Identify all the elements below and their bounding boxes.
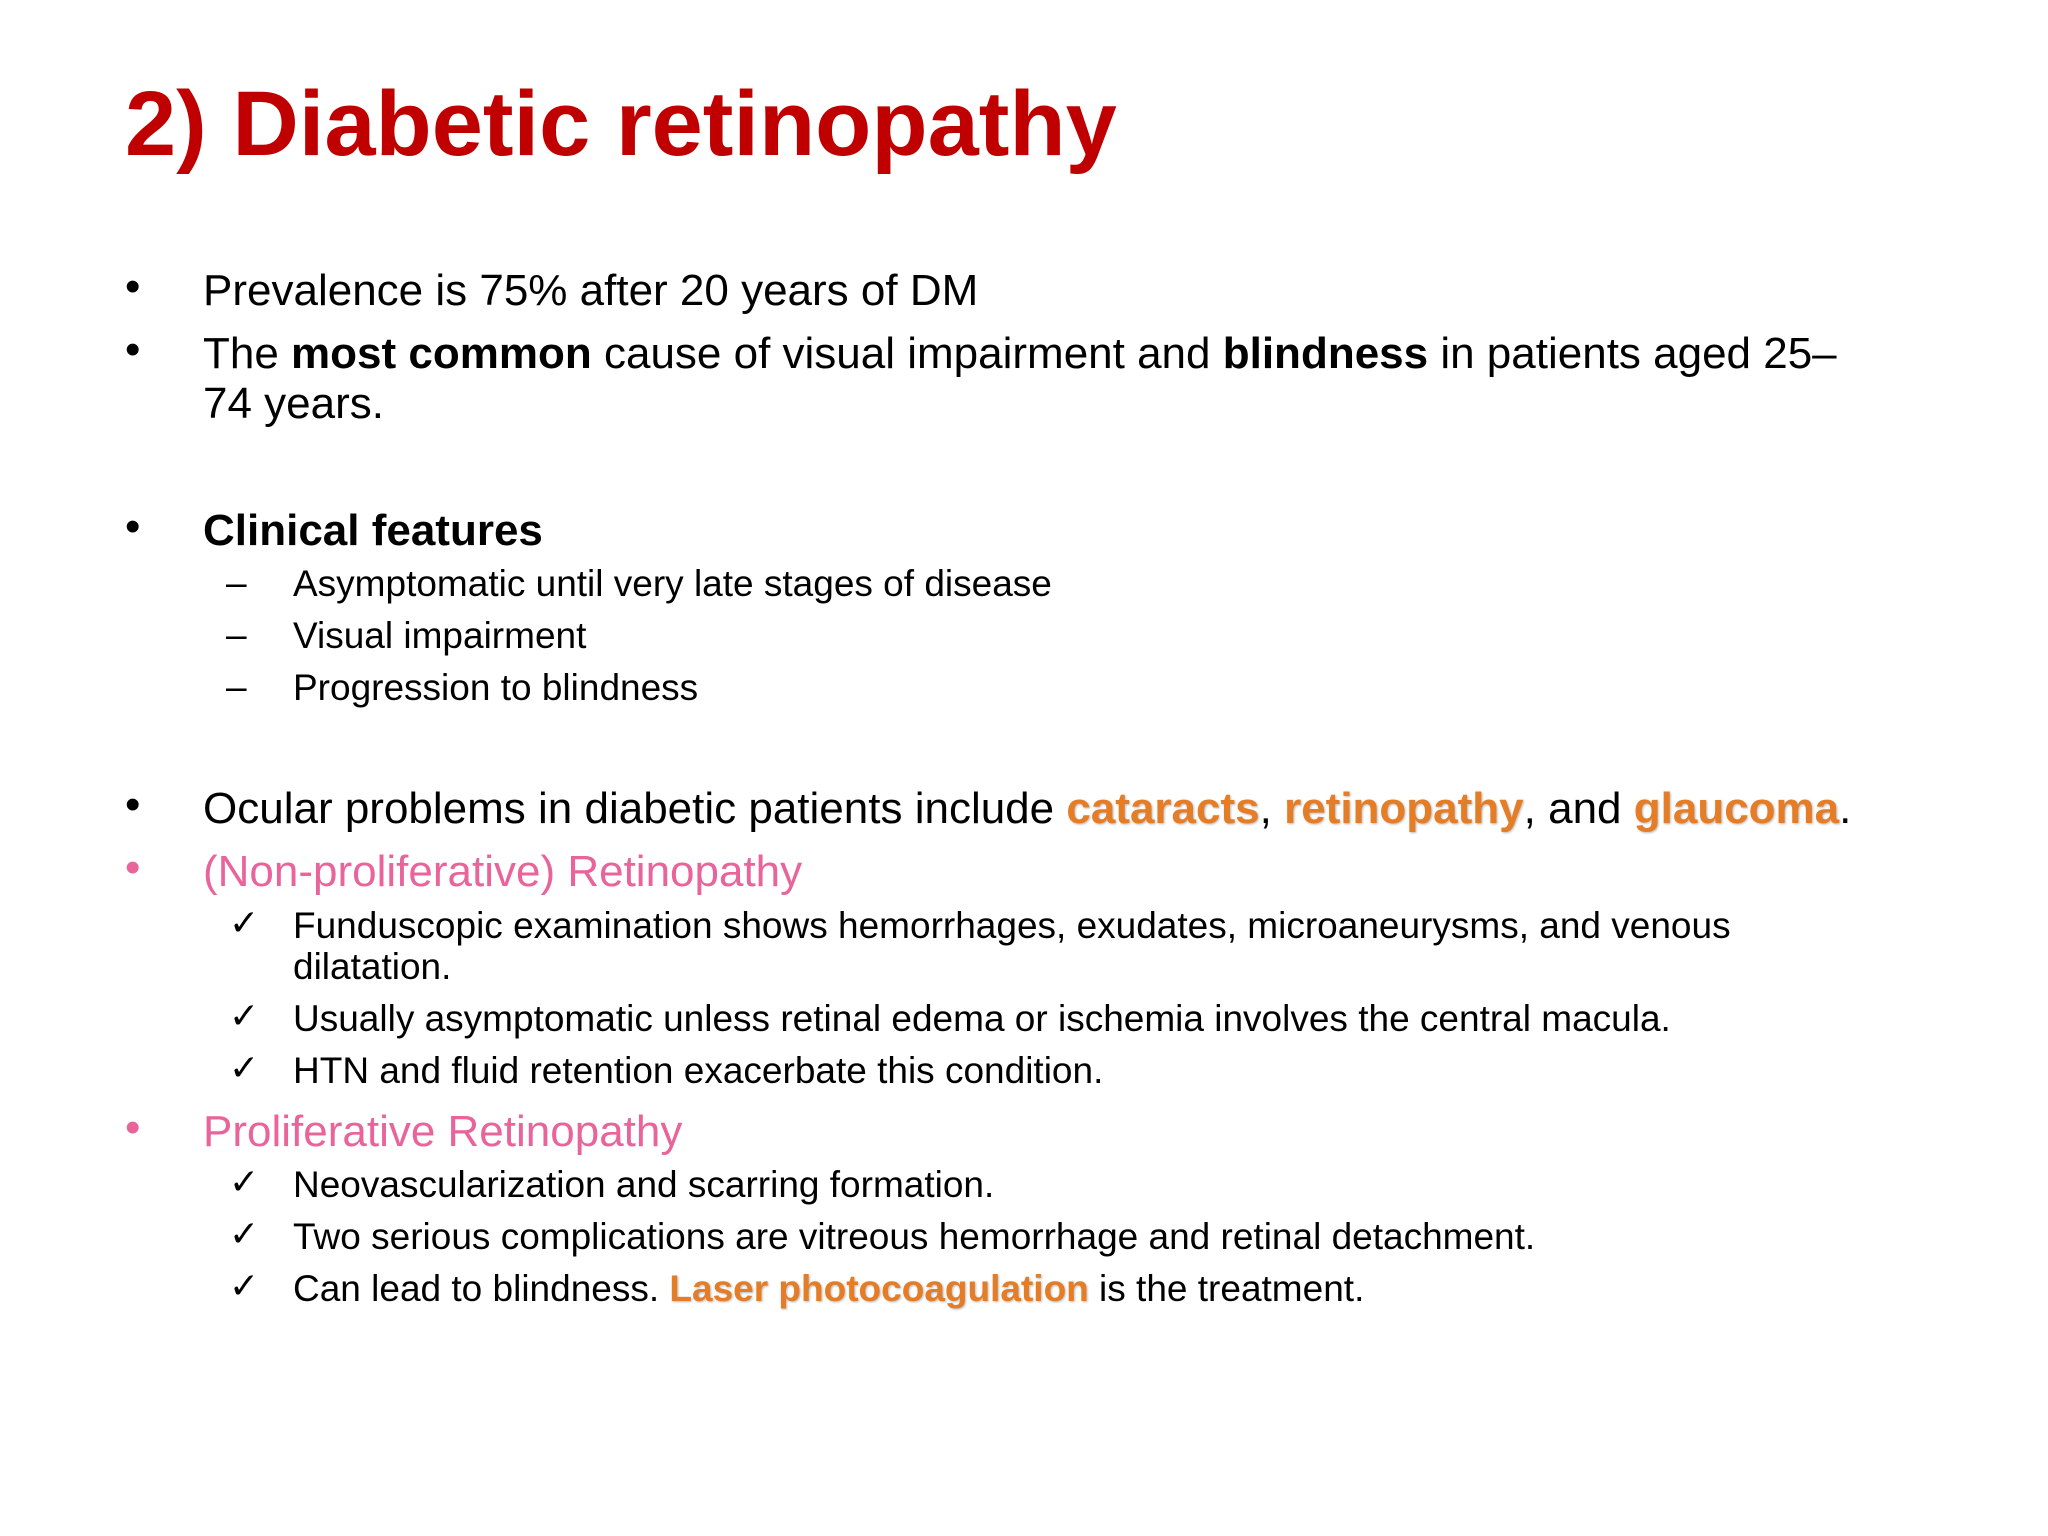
highlight-retinopathy: retinopathy: [1284, 784, 1524, 833]
check-icon: ✓: [229, 903, 260, 944]
bullet-marker: •: [125, 262, 141, 311]
bullet-marker: •: [125, 1103, 141, 1152]
text: is the treatment.: [1088, 1268, 1365, 1309]
check-icon: ✓: [229, 1162, 260, 1203]
text: in patients aged 25–: [1428, 329, 1837, 378]
dash-marker: –: [226, 666, 247, 707]
check-icon: ✓: [229, 1048, 260, 1089]
clinical-item: Progression to blindness: [293, 667, 699, 708]
text: The: [203, 329, 292, 378]
bullet-marker: •: [125, 843, 141, 892]
dash-marker: –: [226, 614, 247, 655]
text: cause of visual impairment and: [591, 329, 1223, 378]
clinical-features-heading: Clinical features: [203, 506, 543, 555]
prolif-item-3: [293, 1268, 1364, 1310]
nonprolif-item-3: HTN and fluid retention exacerbate this condition.: [293, 1050, 1104, 1091]
clinical-item: Asymptomatic until very late stages of disease: [293, 563, 1052, 604]
slide-title: 2) Diabetic retinopathy: [125, 73, 1117, 175]
prolif-item-1: Neovascularization and scarring formation.: [293, 1164, 995, 1205]
bullet-most-common: [203, 328, 1837, 380]
check-icon: ✓: [229, 1214, 260, 1255]
check-icon: ✓: [229, 1266, 260, 1307]
nonproliferative-heading: (Non-proliferative) Retinopathy: [203, 847, 803, 896]
highlight-glaucoma: glaucoma: [1633, 784, 1840, 833]
text: .: [1839, 784, 1852, 833]
nonprolif-item-2: Usually asymptomatic unless retinal edema or ischemia involves the central macula.: [293, 998, 1671, 1039]
dash-marker: –: [226, 562, 247, 603]
nonprolif-item-1: Funduscopic examination shows hemorrhages, exudates, microaneurysms, and venous: [293, 905, 1731, 946]
clinical-item: Visual impairment: [293, 615, 587, 656]
highlight-cataracts: cataracts: [1066, 784, 1260, 833]
text: ,: [1259, 784, 1285, 833]
highlight-laser-photocoagulation: Laser photocoagulation: [669, 1268, 1089, 1309]
proliferative-heading: Proliferative Retinopathy: [203, 1107, 683, 1156]
bullet-ocular-problems: [203, 783, 1851, 835]
bullet-marker: •: [125, 502, 141, 551]
check-icon: ✓: [229, 996, 260, 1037]
bullet-marker: •: [125, 325, 141, 374]
prolif-item-2: Two serious complications are vitreous hemorrhage and retinal detachment.: [293, 1216, 1536, 1257]
nonprolif-item-1-line2: dilatation.: [293, 946, 452, 987]
text: Can lead to blindness.: [293, 1268, 670, 1309]
text: Ocular problems in diabetic patients include: [203, 784, 1067, 833]
bullet-prevalence: Prevalence is 75% after 20 years of DM: [203, 266, 979, 315]
text: , and: [1523, 784, 1634, 833]
bullet-marker: •: [125, 780, 141, 829]
bold-text: most common: [291, 329, 592, 378]
bold-text: blindness: [1222, 329, 1429, 378]
bullet-most-common-line2: 74 years.: [203, 379, 384, 428]
